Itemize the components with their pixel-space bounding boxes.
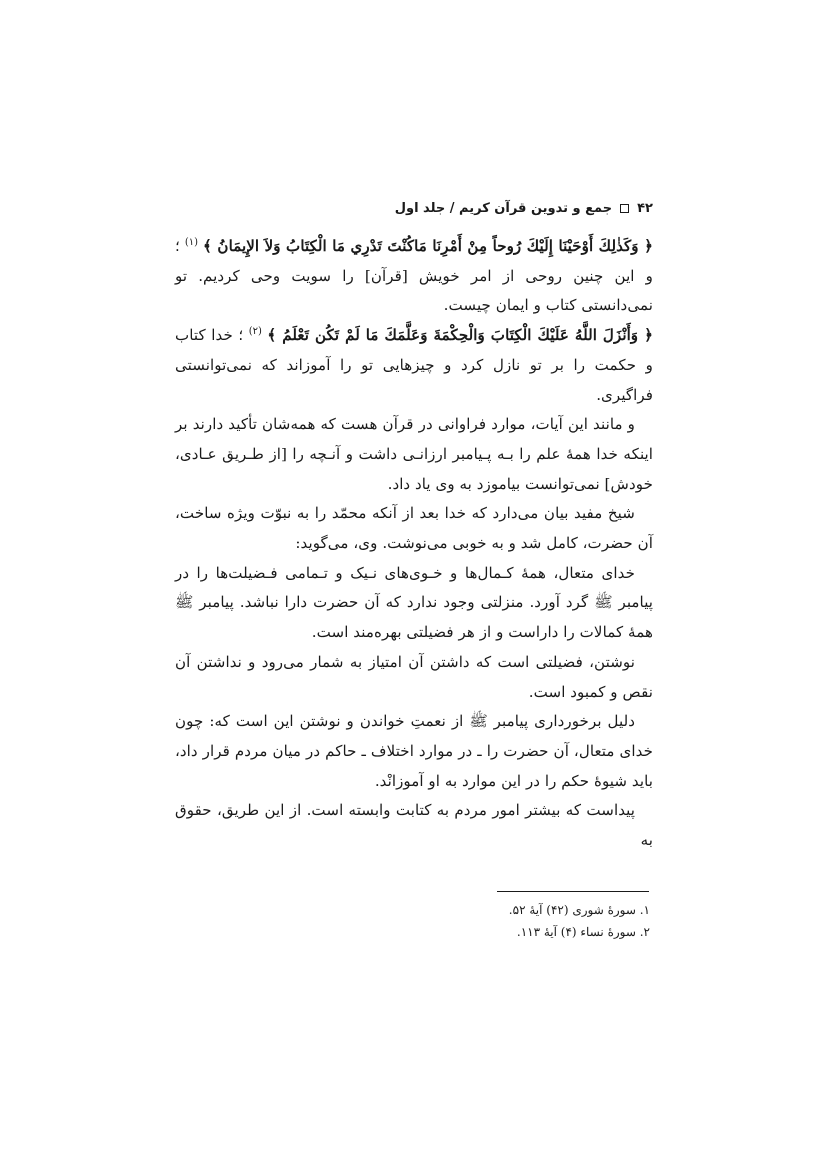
paragraph-verse-2 xyxy=(175,321,653,410)
paragraph: نوشتن، فضیلتی است که داشتن آن امتیاز به شمار می‌رود و نداشتن آن نقص و کمبود است. xyxy=(175,652,653,701)
paragraph: و مانند این آیات، موارد فراوانی در قرآن هست که همه‌شان تأکید دارند بر اینکه خدا همهٔ علم را بـه پـیامبر ارزانـی داشت و آنـچه را [از طـریق عـادی، خودش] نمی‌توانست بیاموزد به وی یاد داد. xyxy=(175,415,653,493)
page-number: ۴۲ xyxy=(637,200,653,216)
verse-translation: ؛ خدا کتاب و حکمت را بر تو نازل کرد و چیزهایی تو را آموزاند که نمی‌توانستی فراگیری. xyxy=(175,326,653,404)
square-bullet-icon xyxy=(620,204,629,213)
verse-translation: ؛ و این چنین روحی از امر خویش [قرآن] را سویت وحی کردیم. تو نمی‌دانستی کتاب و ایمان چیست. xyxy=(175,237,653,315)
running-header xyxy=(175,196,653,220)
quran-verse: ﴿ وَأَنْزَلَ اللَّهُ عَلَيْكَ الْكِتَابَ وَالْحِكْمَةَ وَعَلَّمَكَ مَا لَمْ تَكُن تَعْلَمُ ﴾ xyxy=(267,326,653,345)
running-title: جمع و تدوین قرآن کریم / جلد اول xyxy=(394,200,613,216)
footnote-item: ۲. سورهٔ نساء (۴) آیهٔ ۱۱۳. xyxy=(516,925,650,939)
paragraph: پیداست که بیشتر امور مردم به کتابت وابسته است. از این طریق، حقوق به xyxy=(175,801,653,850)
paragraph: شیخ مفید بیان می‌دارد که خدا بعد از آنکه محمّد را به نبوّت ویژه ساخت، آن حضرت، کامل شد و به خوبی می‌نوشت. وی، می‌گوید: xyxy=(175,504,653,553)
footnotes xyxy=(300,899,650,943)
footnote-item: ۱. سورهٔ شوری (۴۲) آیهٔ ۵۲. xyxy=(508,903,650,917)
paragraph: دلیل برخورداری پیامبر ﷺ از نعمتِ خواندن و نوشتن این است که: چون خدای متعال، آن حضرت را ـ در موارد اختلاف ـ حاکم در میان مردم قرار داد، باید شیوهٔ حکم را در این موارد به او آموزانْد. xyxy=(175,712,653,790)
footnote-marker: (۲) xyxy=(248,326,262,338)
quran-verse: ﴿ وَكَذٰلِكَ أَوْحَيْنَا إِلَيْكَ رُوحاً مِنْ أَمْرِنَا مَاكُنْتَ تَدْرِي مَا الْكِتَابُ وَلاَ الإِيمَانُ ﴾ xyxy=(203,237,653,255)
paragraph: خدای متعال، همهٔ کـمال‌ها و خـوی‌های نـیک و تـمامی فـضیلت‌ها را در پیامبر ﷺ گرد آورد. منزلتی وجود ندارد که آن حضرت دارا نباشد. پیامبر ﷺ همهٔ کمالات را داراست و از هر فضیلتی بهره‌مند است. xyxy=(175,563,653,642)
main-text xyxy=(175,232,653,856)
footnote-separator xyxy=(497,891,649,892)
footnote-marker: (۱) xyxy=(184,236,199,248)
paragraph-verse-1 xyxy=(175,232,653,321)
